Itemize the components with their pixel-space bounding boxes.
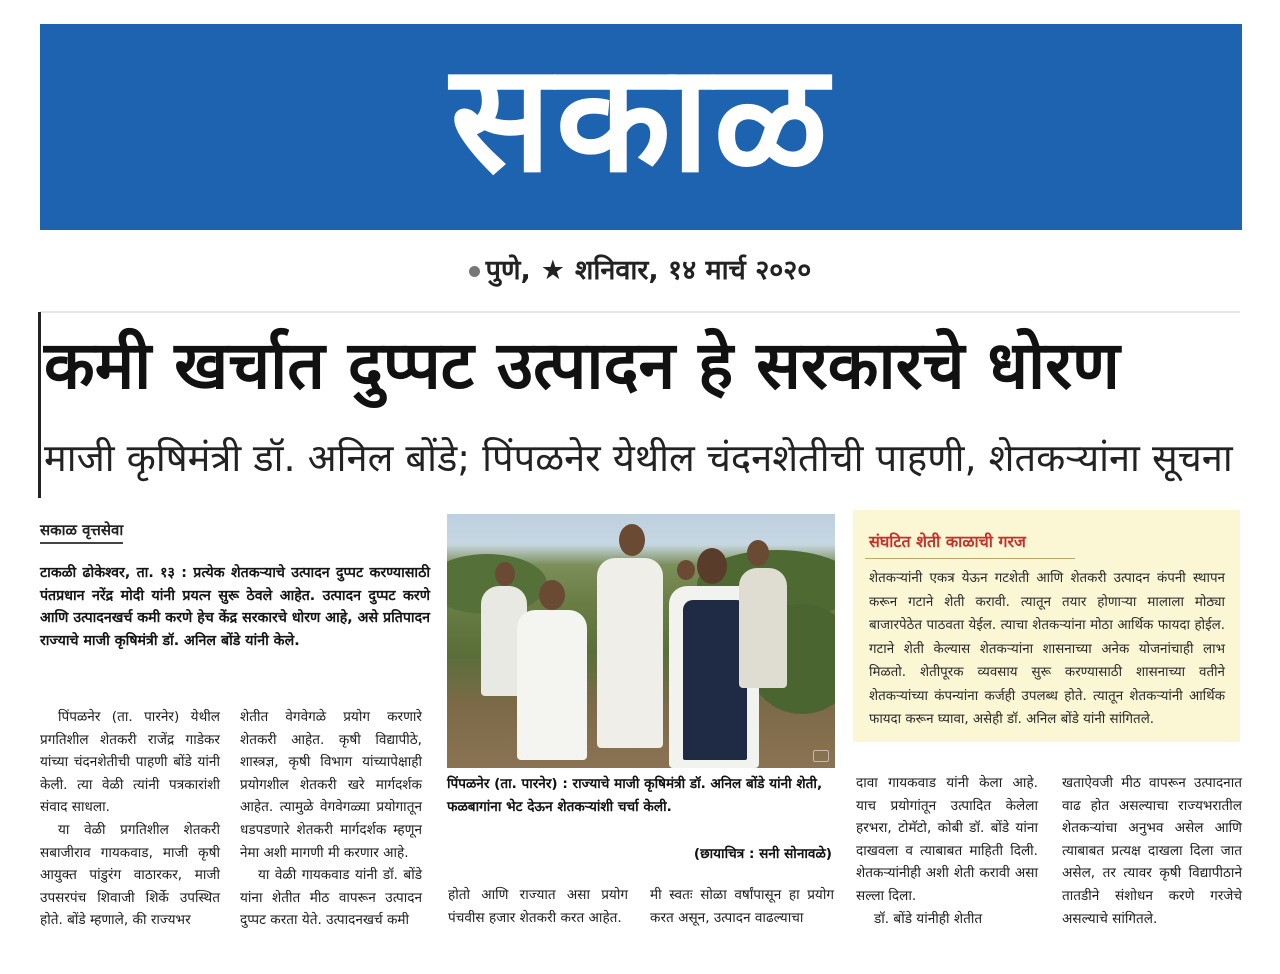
article-column-1: [40, 706, 220, 932]
paragraph: खताऐवजी मीठ वापरून उत्पादनात वाढ होत असल्याचा राज्यभरातील शेतकऱ्यांचा अनुभव असेल आणि त्याबाबत प्रत्यक्ष दाखला दिला जात असेल, तर त्यावर कृषी विद्यापीठाने तातडीने संशोधन करणे गरजेचे असल्याचे सांगितले.: [1062, 775, 1242, 927]
article-column-5: [856, 772, 1038, 930]
person-head: [697, 548, 727, 584]
person-head: [677, 560, 695, 580]
dateline-date: शनिवार, १४ मार्च २०२०: [574, 255, 812, 286]
article-lead: टाकळी ढोकेश्वर, ता. १३ : प्रत्येक शेतकऱ्याचे उत्पादन दुप्पट करण्यासाठी पंतप्रधान नरेंद्र मोदी यांनी प्रयत्न सुरू ठेवले आहेत. उत्पादन दुप्पट करणे आणि उत्पादनखर्च कमी करणे हेच केंद्र सरकारचे धोरण आहे, असे प्रतिपादन राज्याचे माजी कृषिमंत्री डॉ. अनिल बोंडे यांनी केले.: [40, 565, 430, 649]
dateline-city: पुणे,: [485, 255, 531, 286]
person-shirt: [739, 568, 787, 688]
person-shirt: [517, 610, 587, 760]
article-column-3: [448, 884, 628, 929]
article-column-6: [1062, 772, 1242, 930]
article-photo: [447, 514, 835, 768]
article-headline: कमी खर्चात दुप्पट उत्पादन हे सरकारचे धोरण: [44, 327, 1120, 404]
paragraph: या वेळी प्रगतिशील शेतकरी सबाजीराव गायकवाड, माजी कृषी आयुक्त पांडुरंग वाठारकर, माजी उपसरपंच शिवाजी शिर्के उपस्थित होते. बोंडे म्हणाले, की राज्यभर: [40, 821, 220, 929]
article-byline: सकाळ वृत्तसेवा: [40, 520, 123, 544]
person-head: [539, 580, 565, 610]
sidebar-box: [853, 510, 1240, 742]
paragraph: होतो आणि राज्यात असा प्रयोग पंचवीस हजार शेतकरी करत आहेत.: [448, 887, 628, 926]
bullet-icon: [469, 266, 480, 277]
headline-side-rule: [38, 312, 41, 498]
star-icon: ★: [540, 255, 565, 286]
photo-caption: पिंपळनेर (ता. पारनेर) : राज्याचे माजी कृषिमंत्री डॉ. अनिल बोंडे यांनी शेती, फळबागांना भेट देऊन शेतकऱ्यांशी चर्चा केली.: [447, 776, 823, 815]
paragraph: मी स्वतः सोळा वर्षांपासून हा प्रयोग करत असून, उत्पादन वाढल्याचा: [650, 887, 834, 926]
newspaper-logo: सकाळ: [450, 32, 832, 206]
dateline: [0, 250, 1280, 287]
sidebar-body: शेतकऱ्यांनी एकत्र येऊन गटशेती आणि शेतकरी उत्पादन कंपनी स्थापन करून गटाने शेती करावी. त्यातून तयार होणाऱ्या मालाला मोठ्या बाजारपेठेत पाठवता येईल. त्याचा शेतकऱ्यांना मोठा आर्थिक फायदा होईल. गटाने शेती केल्यास शेतकऱ्यांना शासनाच्या अनेक योजनांचाही लाभ मिळतो. शेतीपूरक व्यवसाय सुरू करण्यासाठी शासनाच्या वतीने शेतकऱ्यांच्या कंपन्यांना कर्जही उपलब्ध होते. त्यातून शेतकऱ्यांनी आर्थिक फायदा करून घ्यावा, असेही डॉ. अनिल बोंडे यांनी सांगितले.: [869, 571, 1225, 727]
camera-icon: [813, 750, 829, 762]
paragraph: शेतीत वेगवेगळे प्रयोग करणारे शेतकरी आहेत. कृषी विद्यापीठे, शास्त्रज्ञ, कृषी विभाग यांच्यापेक्षाही प्रयोगशील शेतकरी खरे मार्गदर्शक आहेत. त्यामुळे वेगवेगळ्या प्रयोगातून धडपडणारे शेतकरी मार्गदर्शक म्हणून नेमा अशी मागणी मी करणार आहे.: [240, 709, 422, 861]
person-head: [747, 540, 769, 566]
person-shirt: [597, 558, 663, 748]
paragraph: या वेळी गायकवाड यांनी डॉ. बोंडे यांना शेतीत मीठ वापरून उत्पादन दुप्पट करता येते. उत्पादनखर्च कमी: [240, 867, 422, 929]
paragraph: दावा गायकवाड यांनी केला आहे. याच प्रयोगांतून उत्पादित केलेला हरभरा, टोमॅटो, कोबी डॉ. बोंडे यांना दाखवला व त्याबाबत माहिती दिली. शेतकऱ्यांनीही अशी शेती करावी असा सल्ला दिला.: [856, 775, 1038, 904]
person-head: [495, 562, 515, 586]
person-head: [619, 524, 645, 556]
photo-credit: (छायाचित्र : सनी सोनावळे): [693, 846, 832, 862]
paragraph: पिंपळनेर (ता. पारनेर) येथील प्रगतिशील शेतकरी राजेंद्र गाडेकर यांच्या चंदनशेतीची पाहणी बोंडे यांनी केली. त्या वेळी त्यांनी पत्रकारांशी संवाद साधला.: [40, 709, 220, 816]
person-jacket: [683, 600, 747, 760]
article-column-4: [650, 884, 834, 929]
top-divider: [40, 311, 1240, 313]
sidebar-title-rule: [865, 558, 1075, 559]
article-subheadline: माजी कृषिमंत्री डॉ. अनिल बोंडे; पिंपळनेर येथील चंदनशेतीची पाहणी, शेतकऱ्यांना सूचना: [44, 436, 1233, 480]
paragraph: डॉ. बोंडे यांनीही शेतीत: [874, 910, 983, 927]
article-column-2: [240, 706, 422, 932]
masthead-banner: [40, 24, 1242, 230]
sidebar-title: संघटित शेती काळाची गरज: [869, 532, 1026, 551]
